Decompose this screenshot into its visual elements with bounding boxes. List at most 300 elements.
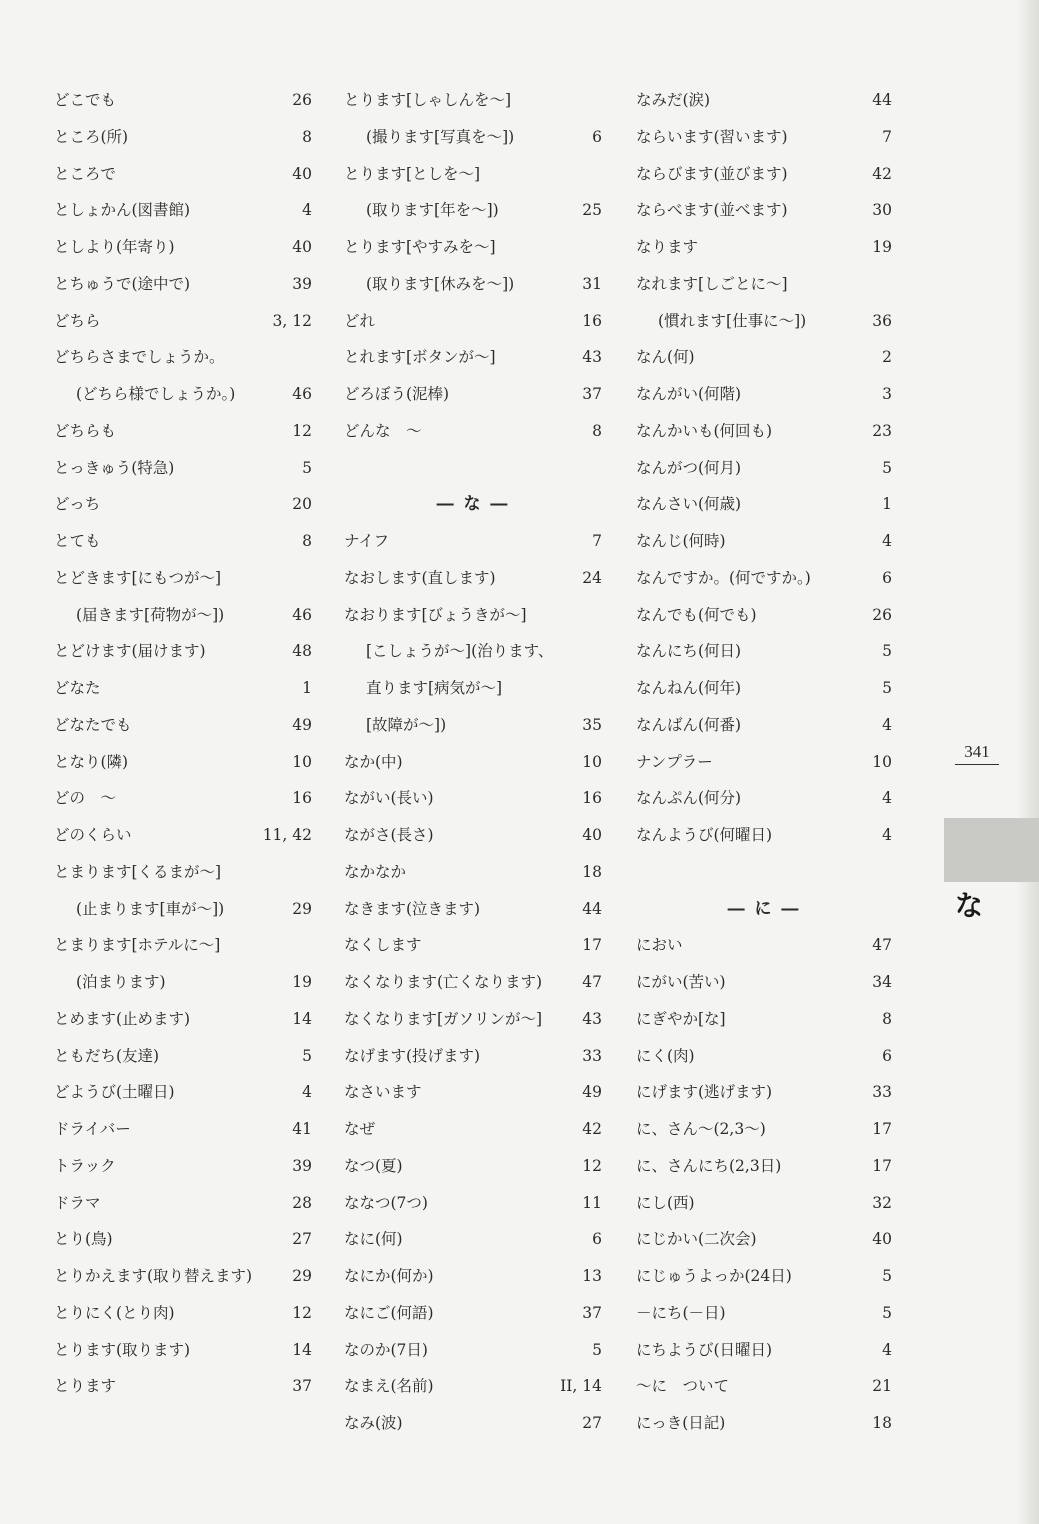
entry-term: とります[しゃしんを～]: [344, 91, 512, 109]
entry-term: なげます(投げます): [344, 1046, 481, 1065]
index-entry: [54, 1185, 312, 1222]
index-entry: [344, 560, 602, 597]
entry-page-ref: 2: [882, 348, 892, 367]
entry-page-ref: 28: [292, 1193, 312, 1212]
entry-page-ref: 1: [302, 679, 312, 697]
entry-page-ref: 47: [872, 936, 892, 955]
index-entry: [344, 339, 602, 376]
entry-page-ref: 46: [292, 605, 312, 624]
entry-page-ref: 33: [872, 1083, 892, 1102]
entry-page-ref: 17: [872, 1156, 892, 1175]
index-entry: [636, 1295, 892, 1332]
entry-term: なみ(波): [344, 1414, 403, 1432]
entry-term: どようび(土曜日): [54, 1083, 175, 1102]
entry-term: なくなります(亡くなります): [344, 973, 543, 991]
entry-term: とります[やすみを～]: [344, 238, 496, 256]
index-entry: [344, 303, 602, 340]
index-column-1: [54, 82, 312, 1405]
entry-page-ref: 8: [302, 532, 312, 550]
section-heading: ― に ―: [727, 898, 801, 919]
entry-term: にがい(苦い): [636, 973, 726, 991]
index-entry: [54, 744, 312, 781]
entry-page-ref: 19: [292, 973, 312, 991]
index-entry: [54, 486, 312, 523]
entry-term: とります(取ります): [54, 1340, 191, 1359]
entry-term: にく(肉): [636, 1046, 695, 1065]
entry-term: なぜ: [344, 1120, 376, 1138]
entry-term: なんさい(何歳): [636, 495, 742, 514]
page-edge-shadow: [1017, 0, 1039, 1524]
index-entry: [54, 1258, 312, 1295]
entry-page-ref: 29: [292, 899, 312, 918]
entry-page-ref: 5: [882, 458, 892, 477]
entry-term: なんかいも(何回も): [636, 421, 773, 440]
entry-term: とります[としを～]: [344, 164, 481, 183]
entry-page-ref: 3: [882, 385, 892, 403]
index-entry: [344, 192, 602, 229]
entry-term: にし(西): [636, 1193, 695, 1212]
entry-page-ref: 46: [292, 385, 312, 403]
entry-page-ref: 19: [872, 238, 892, 256]
entry-term: なん(何): [636, 348, 695, 367]
entry-term: となり(隣): [54, 752, 129, 771]
entry-page-ref: 37: [582, 385, 602, 403]
entry-term: ななつ(7つ): [344, 1193, 428, 1212]
index-entry: [636, 413, 892, 450]
entry-page-ref: 4: [882, 715, 892, 734]
entry-term: にぎやか[な]: [636, 1009, 726, 1028]
index-entry: [344, 817, 602, 854]
index-entry: [636, 523, 892, 560]
entry-page-ref: 41: [292, 1120, 312, 1138]
entry-term: どちら: [54, 311, 101, 330]
index-entry: [54, 1221, 312, 1258]
entry-term: にじかい(二次会): [636, 1230, 757, 1249]
entry-term: なに(何): [344, 1230, 403, 1249]
entry-page-ref: 7: [592, 532, 602, 550]
entry-term: なきます(泣きます): [344, 899, 481, 918]
entry-page-ref: 18: [872, 1414, 892, 1432]
index-entry: [344, 1038, 602, 1075]
entry-term: ところで: [54, 164, 116, 183]
entry-term: どちらも: [54, 421, 117, 440]
entry-term: なかなか: [344, 862, 407, 881]
entry-page-ref: 21: [872, 1377, 892, 1396]
section-tab: [944, 818, 1039, 882]
index-entry: [54, 266, 312, 303]
entry-term: ドラマ: [54, 1193, 101, 1212]
index-entry: [344, 229, 602, 266]
index-entry: [54, 450, 312, 487]
entry-page-ref: 5: [592, 1340, 602, 1359]
index-entry: [54, 119, 312, 156]
index-entry: [636, 229, 892, 266]
entry-term: にっき(日記): [636, 1414, 726, 1432]
index-entry: [344, 1148, 602, 1185]
entry-page-ref: 25: [582, 201, 602, 220]
entry-term: なんぷん(何分): [636, 789, 742, 808]
index-entry: [54, 927, 312, 964]
entry-page-ref: 5: [882, 1303, 892, 1322]
index-entry: [636, 927, 892, 964]
index-entry: [54, 817, 312, 854]
entry-term: とります: [54, 1377, 117, 1396]
index-entry: [636, 1185, 892, 1222]
entry-term: にじゅうよっか(24日): [636, 1267, 792, 1285]
index-entry: [344, 523, 602, 560]
entry-page-ref: 12: [582, 1156, 602, 1175]
entry-page-ref: 4: [302, 1083, 312, 1102]
index-entry: [54, 780, 312, 817]
entry-term: なくします: [344, 936, 422, 955]
index-entry: [636, 119, 892, 156]
entry-term: なんばん(何番): [636, 715, 742, 734]
entry-term: なか(中): [344, 752, 403, 771]
index-entry: [54, 633, 312, 670]
entry-page-ref: 5: [302, 458, 312, 477]
entry-term: なさいます: [344, 1083, 422, 1102]
index-entry: [344, 82, 602, 119]
entry-page-ref: 8: [592, 421, 602, 440]
index-entry: [344, 1221, 602, 1258]
index-entry: [344, 1258, 602, 1295]
index-entry: [636, 1258, 892, 1295]
index-entry: [636, 1405, 892, 1442]
entry-page-ref: 23: [872, 421, 892, 440]
entry-term: なんにち(何日): [636, 642, 742, 661]
index-entry: [636, 1038, 892, 1075]
index-entry: [636, 1074, 892, 1111]
entry-page-ref: 40: [292, 238, 312, 256]
entry-page-ref: 4: [882, 532, 892, 550]
entry-term: どっち: [54, 495, 101, 514]
entry-term: とりかえます(取り替えます): [54, 1267, 253, 1285]
entry-term: なにか(何か): [344, 1267, 434, 1285]
index-entry: [54, 1148, 312, 1185]
index-entry: [636, 633, 892, 670]
entry-page-ref: 10: [582, 752, 602, 771]
index-entry: [344, 1185, 602, 1222]
entry-term: に、さん～(2,3～): [636, 1120, 766, 1138]
entry-term: [こしょうが～](治ります、: [366, 642, 554, 661]
entry-page-ref: 42: [872, 164, 892, 183]
entry-term: －にち(－日): [636, 1303, 726, 1322]
entry-term: ナイフ: [344, 532, 389, 550]
index-entry: [636, 82, 892, 119]
entry-page-ref: 42: [582, 1120, 602, 1138]
entry-term: トラック: [54, 1156, 116, 1175]
entry-term: なれます[しごとに～]: [636, 274, 788, 293]
index-entry: [54, 891, 312, 928]
entry-page-ref: 17: [582, 936, 602, 955]
entry-page-ref: 16: [292, 789, 312, 808]
entry-page-ref: 49: [582, 1083, 602, 1102]
entry-term: (取ります[休みを～]): [366, 274, 515, 293]
entry-page-ref: 4: [882, 789, 892, 808]
spacer: [344, 450, 602, 487]
index-entry: [636, 780, 892, 817]
index-entry: [54, 1038, 312, 1075]
index-entry: [344, 633, 602, 670]
entry-page-ref: 16: [582, 789, 602, 808]
entry-term: としより(年寄り): [54, 238, 175, 256]
entry-term: なんようび(何曜日): [636, 826, 773, 844]
index-entry: [54, 597, 312, 634]
index-entry: [636, 266, 892, 303]
entry-term: なおします(直します): [344, 568, 496, 587]
entry-page-ref: 43: [582, 348, 602, 367]
index-entry: [636, 1148, 892, 1185]
entry-page-ref: 36: [872, 311, 892, 330]
index-entry: [636, 1001, 892, 1038]
entry-page-ref: 27: [292, 1230, 312, 1249]
index-entry: [636, 1332, 892, 1369]
entry-page-ref: 11: [582, 1193, 602, 1212]
entry-term: (どちら様でしょうか。): [76, 385, 236, 403]
index-entry: [636, 670, 892, 707]
entry-term: なおります[びょうきが～]: [344, 605, 527, 624]
entry-term: なんですか。(何ですか。): [636, 568, 811, 587]
entry-term: どこでも: [54, 91, 117, 109]
index-entry: [54, 523, 312, 560]
entry-page-ref: 6: [882, 1046, 892, 1065]
entry-term: どの ～: [54, 789, 117, 808]
entry-term: ならびます(並びます): [636, 164, 788, 183]
entry-term: どなた: [54, 679, 101, 697]
index-entry: [636, 560, 892, 597]
entry-page-ref: 48: [292, 642, 312, 661]
index-entry: [636, 597, 892, 634]
entry-page-ref: 5: [882, 679, 892, 697]
index-entry: [344, 891, 602, 928]
entry-page-ref: 8: [302, 127, 312, 146]
entry-term: ならべます(並べます): [636, 201, 788, 220]
index-entry: [636, 486, 892, 523]
index-entry: [54, 156, 312, 193]
index-entry: [54, 1295, 312, 1332]
index-entry: [344, 964, 602, 1001]
entry-page-ref: 31: [582, 274, 602, 293]
entry-page-ref: 6: [592, 1230, 602, 1249]
entry-term: (届きます[荷物が～]): [76, 605, 225, 624]
index-entry: [636, 450, 892, 487]
entry-page-ref: 40: [292, 164, 312, 183]
index-entry: [54, 964, 312, 1001]
index-entry: [344, 1332, 602, 1369]
index-entry: [54, 707, 312, 744]
entry-term: なみだ(涙): [636, 91, 711, 109]
entry-page-ref: II, 14: [560, 1377, 602, 1396]
index-entry: [636, 1368, 892, 1405]
entry-page-ref: 14: [292, 1009, 312, 1028]
entry-page-ref: 4: [302, 201, 312, 220]
index-entry: [344, 1368, 602, 1405]
entry-page-ref: 20: [292, 495, 312, 514]
index-entry: [344, 597, 602, 634]
entry-page-ref: 27: [582, 1414, 602, 1432]
entry-term: どのくらい: [54, 826, 132, 844]
index-entry: [344, 854, 602, 891]
entry-page-ref: 10: [872, 752, 892, 771]
index-entry: [54, 1074, 312, 1111]
index-entry: [54, 560, 312, 597]
index-entry: [54, 192, 312, 229]
index-entry: [54, 1001, 312, 1038]
entry-page-ref: 18: [582, 862, 602, 881]
index-entry: [54, 339, 312, 376]
entry-page-ref: 3, 12: [272, 311, 312, 330]
index-entry: [636, 707, 892, 744]
entry-page-ref: 33: [582, 1046, 602, 1065]
entry-term: とめます(止めます): [54, 1009, 191, 1028]
entry-term: なつ(夏): [344, 1156, 403, 1175]
entry-page-ref: 32: [872, 1193, 892, 1212]
entry-page-ref: 4: [882, 826, 892, 844]
entry-page-ref: 44: [582, 899, 602, 918]
entry-page-ref: 8: [882, 1009, 892, 1028]
entry-term: なんがい(何階): [636, 385, 742, 403]
section-tab-label: な: [955, 889, 984, 922]
entry-page-ref: 1: [882, 495, 892, 514]
entry-page-ref: 49: [292, 715, 312, 734]
entry-page-ref: 5: [302, 1046, 312, 1065]
entry-page-ref: 39: [292, 274, 312, 293]
entry-page-ref: 10: [292, 752, 312, 771]
entry-term: とり(鳥): [54, 1230, 113, 1249]
index-entry: [344, 266, 602, 303]
entry-page-ref: 12: [292, 1303, 312, 1322]
entry-page-ref: 35: [582, 715, 602, 734]
index-entry: [54, 376, 312, 413]
index-entry: [344, 1001, 602, 1038]
entry-page-ref: 11, 42: [262, 826, 312, 844]
index-entry: [344, 1111, 602, 1148]
index-entry: [344, 670, 602, 707]
entry-page-ref: 26: [292, 91, 312, 109]
index-entry: [344, 376, 602, 413]
index-entry: [54, 854, 312, 891]
index-entry: [54, 1368, 312, 1405]
entry-page-ref: 30: [872, 201, 892, 220]
entry-term: としょかん(図書館): [54, 201, 191, 220]
entry-term: とても: [54, 532, 101, 550]
section-heading: ― な ―: [436, 494, 510, 515]
entry-term: とまります[くるまが～]: [54, 862, 222, 881]
entry-page-ref: 47: [582, 973, 602, 991]
entry-term: (撮ります[写真を～]): [366, 127, 515, 146]
index-entry: [636, 376, 892, 413]
index-entry: [54, 229, 312, 266]
index-entry: [344, 1405, 602, 1442]
entry-term: (取ります[年を～]): [366, 201, 499, 220]
entry-term: どれ: [344, 311, 376, 330]
entry-page-ref: 13: [582, 1267, 602, 1285]
entry-page-ref: 26: [872, 605, 892, 624]
index-entry: [636, 156, 892, 193]
entry-term: とどけます(届けます): [54, 642, 206, 661]
entry-page-ref: 34: [872, 973, 892, 991]
index-entry: [344, 156, 602, 193]
entry-term: なんでも(何でも): [636, 605, 757, 624]
entry-term: にげます(逃げます): [636, 1083, 773, 1102]
index-entry: [54, 303, 312, 340]
entry-term: (慣れます[仕事に～]): [658, 311, 807, 330]
entry-term: どちらさまでしょうか。: [54, 348, 225, 367]
index-entry: [54, 82, 312, 119]
entry-term: 直ります[病気が～]: [366, 679, 503, 697]
entry-page-ref: 37: [582, 1303, 602, 1322]
entry-page-ref: 4: [882, 1340, 892, 1359]
index-column-3: [636, 82, 892, 1442]
entry-term: にちようび(日曜日): [636, 1340, 773, 1359]
entry-term: におい: [636, 936, 683, 955]
index-entry: [344, 780, 602, 817]
entry-term: なまえ(名前): [344, 1377, 434, 1396]
entry-page-ref: 5: [882, 642, 892, 661]
entry-term: とちゅうで(途中で): [54, 274, 191, 293]
entry-page-ref: 14: [292, 1340, 312, 1359]
entry-term: ながさ(長さ): [344, 826, 434, 844]
entry-term: ドライバー: [54, 1120, 131, 1138]
index-entry: [344, 119, 602, 156]
entry-page-ref: 24: [582, 568, 602, 587]
entry-page-ref: 6: [592, 127, 602, 146]
entry-page-ref: 44: [872, 91, 892, 109]
index-entry: [54, 413, 312, 450]
index-entry: [344, 927, 602, 964]
entry-page-ref: 5: [882, 1267, 892, 1285]
index-entry: [636, 744, 892, 781]
entry-term: とまります[ホテルに～]: [54, 936, 221, 955]
entry-page-ref: 37: [292, 1377, 312, 1396]
entry-page-ref: 7: [882, 127, 892, 146]
entry-page-ref: 16: [582, 311, 602, 330]
entry-page-ref: 40: [582, 826, 602, 844]
entry-term: とれます[ボタンが～]: [344, 348, 496, 367]
entry-term: とどきます[にもつが～]: [54, 568, 222, 587]
entry-term: なんがつ(何月): [636, 458, 742, 477]
entry-term: どんな ～: [344, 421, 422, 440]
entry-term: (泊まります): [76, 973, 166, 991]
index-entry: [636, 303, 892, 340]
page-number: 341: [955, 742, 999, 765]
entry-page-ref: 29: [292, 1267, 312, 1285]
entry-page-ref: 43: [582, 1009, 602, 1028]
index-entry: [344, 413, 602, 450]
index-entry: [636, 339, 892, 376]
entry-term: に、さんにち(2,3日): [636, 1156, 782, 1175]
entry-page-ref: 12: [292, 421, 312, 440]
index-entry: [344, 1074, 602, 1111]
index-entry: [54, 670, 312, 707]
entry-term: ながい(長い): [344, 789, 434, 808]
entry-page-ref: 6: [882, 568, 892, 587]
index-entry: [344, 707, 602, 744]
entry-term: どなたでも: [54, 715, 132, 734]
entry-page-ref: 17: [872, 1120, 892, 1138]
entry-term: なんじ(何時): [636, 532, 726, 550]
entry-page-ref: 40: [872, 1230, 892, 1249]
entry-term: なにご(何語): [344, 1303, 434, 1322]
entry-term: ならいます(習います): [636, 127, 788, 146]
entry-term: ところ(所): [54, 127, 129, 146]
entry-term: ナンプラー: [636, 752, 713, 771]
index-entry: [636, 1221, 892, 1258]
entry-term: なくなります[ガソリンが～]: [344, 1009, 543, 1028]
spacer: [636, 854, 892, 891]
entry-term: [故障が～]): [366, 715, 447, 734]
entry-term: なります: [636, 238, 699, 256]
